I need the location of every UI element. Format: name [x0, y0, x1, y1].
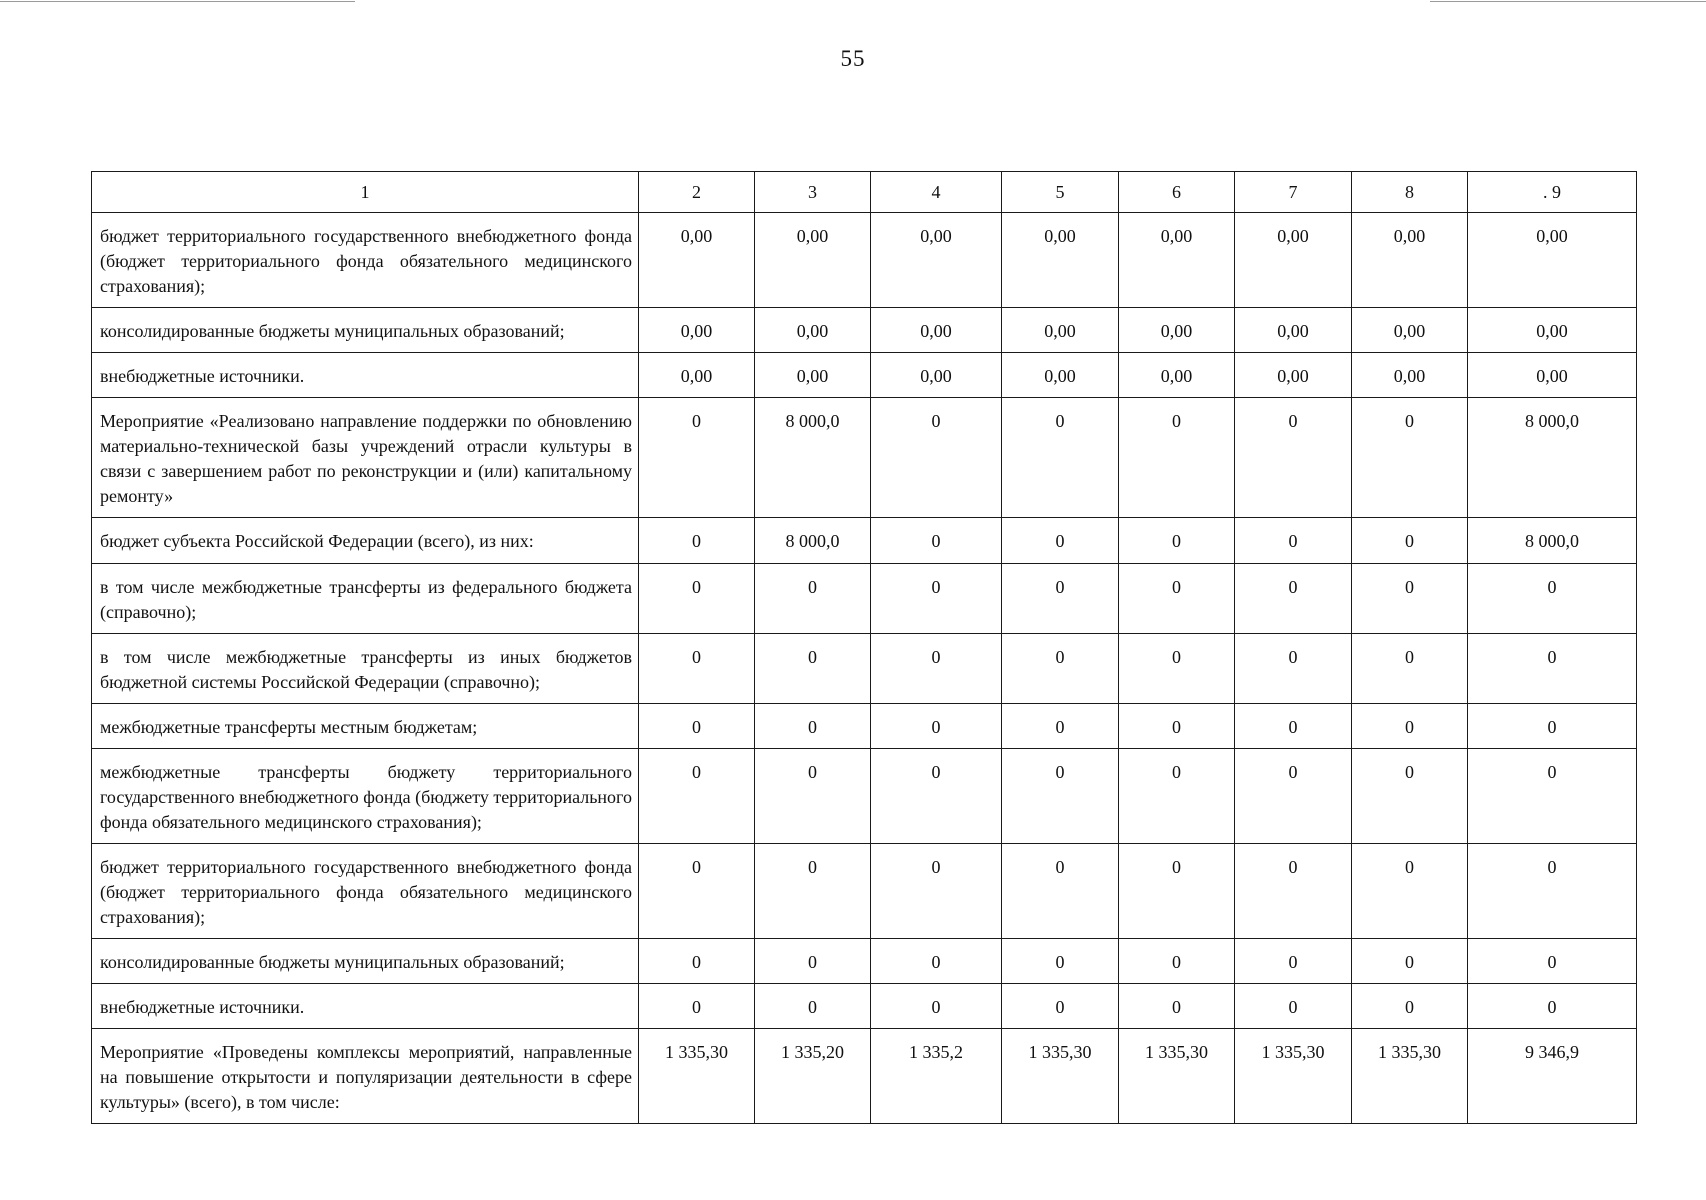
value-cell: 0: [1235, 939, 1352, 984]
row-label: внебюджетные источники.: [92, 353, 639, 398]
value-cell: 0,00: [1235, 353, 1352, 398]
row-label: бюджет субъекта Российской Федерации (всего), из них:: [92, 518, 639, 564]
value-cell: 0: [1235, 518, 1352, 564]
value-cell: 0: [1468, 564, 1637, 634]
value-cell: 0: [1002, 564, 1119, 634]
value-cell: 0: [1002, 939, 1119, 984]
value-cell: 0: [755, 704, 871, 749]
value-cell: 0,00: [1468, 213, 1637, 308]
value-cell: 0: [871, 564, 1002, 634]
value-cell: 0: [755, 564, 871, 634]
scan-border-line-left: [0, 1, 355, 2]
value-cell: 0: [1119, 564, 1235, 634]
value-cell: 8 000,0: [755, 518, 871, 564]
value-cell: 0,00: [639, 353, 755, 398]
column-header: 2: [639, 172, 755, 213]
value-cell: 0,00: [1235, 308, 1352, 353]
table-row: [92, 844, 1637, 939]
value-cell: 0: [1468, 939, 1637, 984]
column-header: 4: [871, 172, 1002, 213]
value-cell: 1 335,30: [1352, 1029, 1468, 1124]
value-cell: 0: [1235, 398, 1352, 518]
value-cell: 1 335,30: [639, 1029, 755, 1124]
value-cell: 0,00: [871, 353, 1002, 398]
value-cell: 0: [1352, 749, 1468, 844]
row-label: Мероприятие «Реализовано направление поддержки по обновлению материально-технической базы учреждений отрасли культуры в связи с завершением работ по реконструкции и (или) капитальному ремонту»: [92, 398, 639, 518]
value-cell: 0,00: [871, 308, 1002, 353]
value-cell: 0: [1119, 984, 1235, 1029]
scan-border-line-right: [1430, 1, 1706, 2]
column-header: 1: [92, 172, 639, 213]
value-cell: 0,00: [639, 308, 755, 353]
row-label: бюджет территориального государственного внебюджетного фонда (бюджет территориального фонда обязательного медицинского страхования);: [92, 213, 639, 308]
value-cell: 1 335,2: [871, 1029, 1002, 1124]
value-cell: 0: [1235, 984, 1352, 1029]
value-cell: 0: [1468, 704, 1637, 749]
value-cell: 0: [871, 518, 1002, 564]
value-cell: 8 000,0: [1468, 518, 1637, 564]
value-cell: 0: [639, 749, 755, 844]
table-row: [92, 564, 1637, 634]
value-cell: 0,00: [1002, 353, 1119, 398]
value-cell: 0,00: [755, 353, 871, 398]
value-cell: 0: [1119, 844, 1235, 939]
value-cell: 0: [871, 844, 1002, 939]
value-cell: 0,00: [1119, 308, 1235, 353]
value-cell: 0: [755, 984, 871, 1029]
value-cell: 0: [1352, 564, 1468, 634]
value-cell: 0: [871, 634, 1002, 704]
value-cell: 0: [639, 984, 755, 1029]
value-cell: 8 000,0: [755, 398, 871, 518]
table-row: [92, 213, 1637, 308]
column-header: 3: [755, 172, 871, 213]
table-row: [92, 749, 1637, 844]
value-cell: 0,00: [1468, 308, 1637, 353]
row-label: в том числе межбюджетные трансферты из федерального бюджета (справочно);: [92, 564, 639, 634]
row-label: внебюджетные источники.: [92, 984, 639, 1029]
value-cell: 0: [1119, 398, 1235, 518]
value-cell: 8 000,0: [1468, 398, 1637, 518]
value-cell: 0: [755, 634, 871, 704]
table-row: [92, 939, 1637, 984]
table-row: [92, 398, 1637, 518]
value-cell: 0: [1002, 398, 1119, 518]
value-cell: 1 335,30: [1235, 1029, 1352, 1124]
value-cell: 0: [871, 398, 1002, 518]
column-header: . 9: [1468, 172, 1637, 213]
value-cell: 9 346,9: [1468, 1029, 1637, 1124]
value-cell: 0,00: [755, 308, 871, 353]
value-cell: 0,00: [1002, 308, 1119, 353]
value-cell: 0,00: [755, 213, 871, 308]
value-cell: 0: [639, 844, 755, 939]
column-header: 6: [1119, 172, 1235, 213]
page-number: 55: [840, 46, 866, 71]
value-cell: 0: [639, 518, 755, 564]
value-cell: 0,00: [1119, 353, 1235, 398]
value-cell: 0,00: [1352, 353, 1468, 398]
value-cell: 0: [871, 704, 1002, 749]
table-row: [92, 1029, 1637, 1124]
value-cell: 0: [1002, 984, 1119, 1029]
row-label: Мероприятие «Проведены комплексы мероприятий, направленные на повышение открытости и популяризации деятельности в сфере культуры» (всего), в том числе:: [92, 1029, 639, 1124]
column-header: 7: [1235, 172, 1352, 213]
value-cell: 0: [1119, 939, 1235, 984]
value-cell: 0: [1235, 634, 1352, 704]
value-cell: 0,00: [1468, 353, 1637, 398]
value-cell: 0: [1235, 704, 1352, 749]
value-cell: 0: [1002, 634, 1119, 704]
value-cell: 0: [1352, 398, 1468, 518]
value-cell: 0: [1468, 634, 1637, 704]
value-cell: 0,00: [1352, 308, 1468, 353]
value-cell: 0: [1119, 749, 1235, 844]
column-header: 8: [1352, 172, 1468, 213]
row-label: консолидированные бюджеты муниципальных образований;: [92, 939, 639, 984]
value-cell: 0: [639, 634, 755, 704]
value-cell: 0: [755, 749, 871, 844]
value-cell: 1 335,30: [1119, 1029, 1235, 1124]
value-cell: 0: [1002, 704, 1119, 749]
value-cell: 0: [1352, 704, 1468, 749]
row-label: в том числе межбюджетные трансферты из иных бюджетов бюджетной системы Российской Федерации (справочно);: [92, 634, 639, 704]
value-cell: 1 335,20: [755, 1029, 871, 1124]
value-cell: 0: [1352, 984, 1468, 1029]
value-cell: 0: [1002, 518, 1119, 564]
value-cell: 0: [639, 704, 755, 749]
value-cell: 0: [755, 939, 871, 984]
value-cell: 0,00: [871, 213, 1002, 308]
value-cell: 0: [1119, 518, 1235, 564]
value-cell: 0: [871, 984, 1002, 1029]
value-cell: 0: [1119, 704, 1235, 749]
value-cell: 0,00: [1352, 213, 1468, 308]
table-row: [92, 634, 1637, 704]
value-cell: 0: [1352, 634, 1468, 704]
row-label: межбюджетные трансферты местным бюджетам;: [92, 704, 639, 749]
value-cell: 0: [1352, 518, 1468, 564]
table-body: [92, 213, 1637, 1124]
value-cell: 0: [639, 398, 755, 518]
budget-table: [91, 171, 1637, 1124]
value-cell: 0: [1235, 749, 1352, 844]
value-cell: 0: [639, 564, 755, 634]
value-cell: 0: [871, 749, 1002, 844]
value-cell: 0: [871, 939, 1002, 984]
value-cell: 0: [755, 844, 871, 939]
column-header: 5: [1002, 172, 1119, 213]
table-row: [92, 308, 1637, 353]
value-cell: 0,00: [639, 213, 755, 308]
table-row: [92, 984, 1637, 1029]
value-cell: 0: [1468, 844, 1637, 939]
value-cell: 0,00: [1235, 213, 1352, 308]
value-cell: 0: [1468, 749, 1637, 844]
value-cell: 0: [1119, 634, 1235, 704]
value-cell: 1 335,30: [1002, 1029, 1119, 1124]
value-cell: 0: [1352, 939, 1468, 984]
value-cell: 0: [1468, 984, 1637, 1029]
value-cell: 0: [1002, 749, 1119, 844]
value-cell: 0: [1235, 564, 1352, 634]
row-label: бюджет территориального государственного внебюджетного фонда (бюджет территориального фонда обязательного медицинского страхования);: [92, 844, 639, 939]
value-cell: 0,00: [1119, 213, 1235, 308]
value-cell: 0,00: [1002, 213, 1119, 308]
value-cell: 0: [1235, 844, 1352, 939]
table-row: [92, 518, 1637, 564]
value-cell: 0: [1002, 844, 1119, 939]
table-row: [92, 704, 1637, 749]
row-label: межбюджетные трансферты бюджету территориального государственного внебюджетного фонда (бюджету территориального фонда обязательного медицинского страхования);: [92, 749, 639, 844]
value-cell: 0: [1352, 844, 1468, 939]
value-cell: 0: [639, 939, 755, 984]
table-row: [92, 353, 1637, 398]
row-label: консолидированные бюджеты муниципальных образований;: [92, 308, 639, 353]
header-row: [92, 172, 1637, 213]
